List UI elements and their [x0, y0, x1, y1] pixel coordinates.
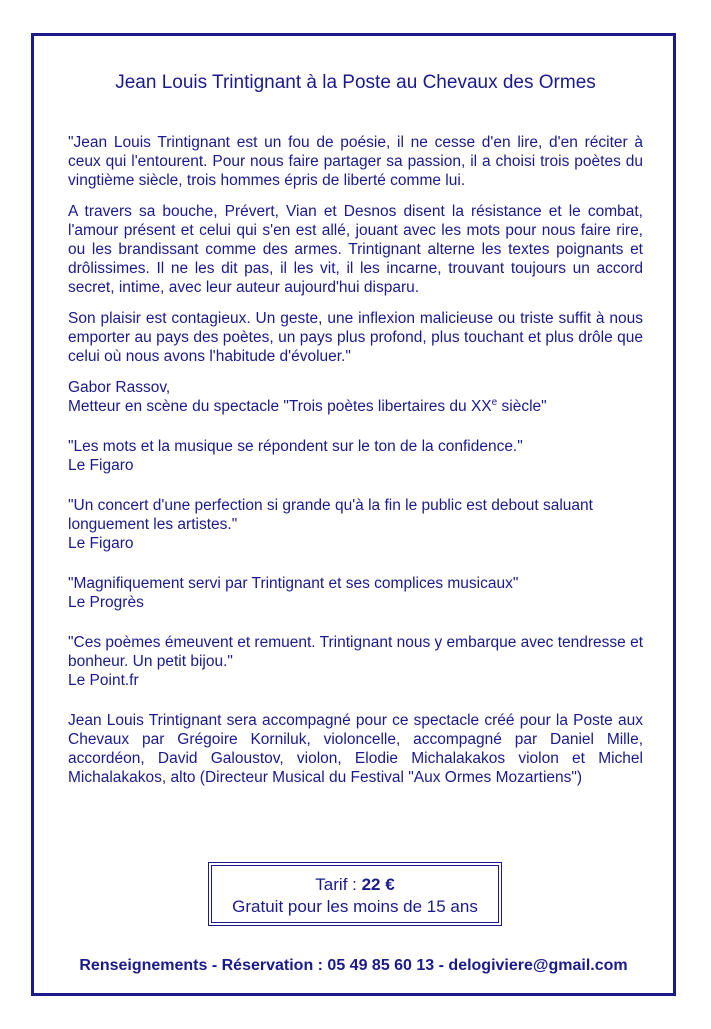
signature-role-superscript: e	[491, 397, 498, 408]
main-content	[68, 133, 643, 787]
quote-text: "Ces poèmes émeuvent et remuent. Trintignant nous y embarque avec tendresse et bonheur. Un petit bijou."	[68, 634, 644, 670]
intro-paragraph-3: Son plaisir est contagieux. Un geste, une inflexion malicieuse ou triste suffit à nous emporter au pays des poètes, un pays plus profond, plus touchant et plus drôle que celui où nous avons l'habitude d'évoluer."	[68, 310, 643, 365]
quote-source: Le Figaro	[68, 457, 134, 474]
quote-source: Le Point.fr	[68, 672, 139, 689]
quote-text: "Les mots et la musique se répondent sur le ton de la confidence."	[68, 438, 523, 455]
intro-paragraph-2: A travers sa bouche, Prévert, Vian et Desnos disent la résistance et le combat, l'amour présent et celui qui s'en est allé, jouant avec les mots pour nous faire rire, ou les brandissant comme des armes. Trintignant alterne les textes poignants et drôlissimes. Il ne les dit pas, il les vit, il les incarne, trouvant toujours un accord secret, intime, avec leur auteur aujourd'hui disparu.	[68, 203, 643, 296]
signature-name: Gabor Rassov,	[68, 379, 171, 396]
signature-role	[68, 397, 643, 416]
intro-paragraph-1: "Jean Louis Trintignant est un fou de poésie, il ne cesse d'en lire, d'en réciter à ceux qui l'entourent. Pour nous faire partager sa passion, il a choisi trois poètes du vingtième siècle, trois hommes épris de liberté comme lui.	[68, 134, 643, 189]
reservation-footer: Renseignements - Réservation : 05 49 85 60 13 - delogiviere@gmail.com	[79, 957, 628, 974]
signature-role-suffix: siècle"	[497, 398, 547, 415]
quote-source: Le Progrès	[68, 594, 144, 611]
tarif-label: Tarif :	[315, 875, 362, 894]
quote-text: "Un concert d'une perfection si grande qu'à la fin le public est debout saluant longuement les artistes."	[68, 497, 593, 533]
musicians-paragraph: Jean Louis Trintignant sera accompagné pour ce spectacle créé pour la Poste aux Chevaux par Grégoire Korniluk, violoncelle, accompagné par Daniel Mille, accordéon, David Galoustov, violon, Elodie Michalakakos violon et Michel Michalakakos, alto (Directeur Musical du Festival "Aux Ormes Mozartiens")	[68, 712, 643, 786]
quote-source: Le Figaro	[68, 535, 134, 552]
quote-text: "Magnifiquement servi par Trintignant et ses complices musicaux"	[68, 575, 519, 592]
signature-role-prefix: Metteur en scène du spectacle "Trois poètes libertaires du XX	[68, 398, 492, 415]
tarif-price: 22 €	[361, 875, 395, 894]
page-title: Jean Louis Trintignant à la Poste au Chevaux des Ormes	[115, 72, 596, 93]
tarif-note: Gratuit pour les moins de 15 ans	[232, 897, 478, 916]
tarif-box	[208, 862, 502, 926]
tarif-line	[212, 874, 498, 896]
